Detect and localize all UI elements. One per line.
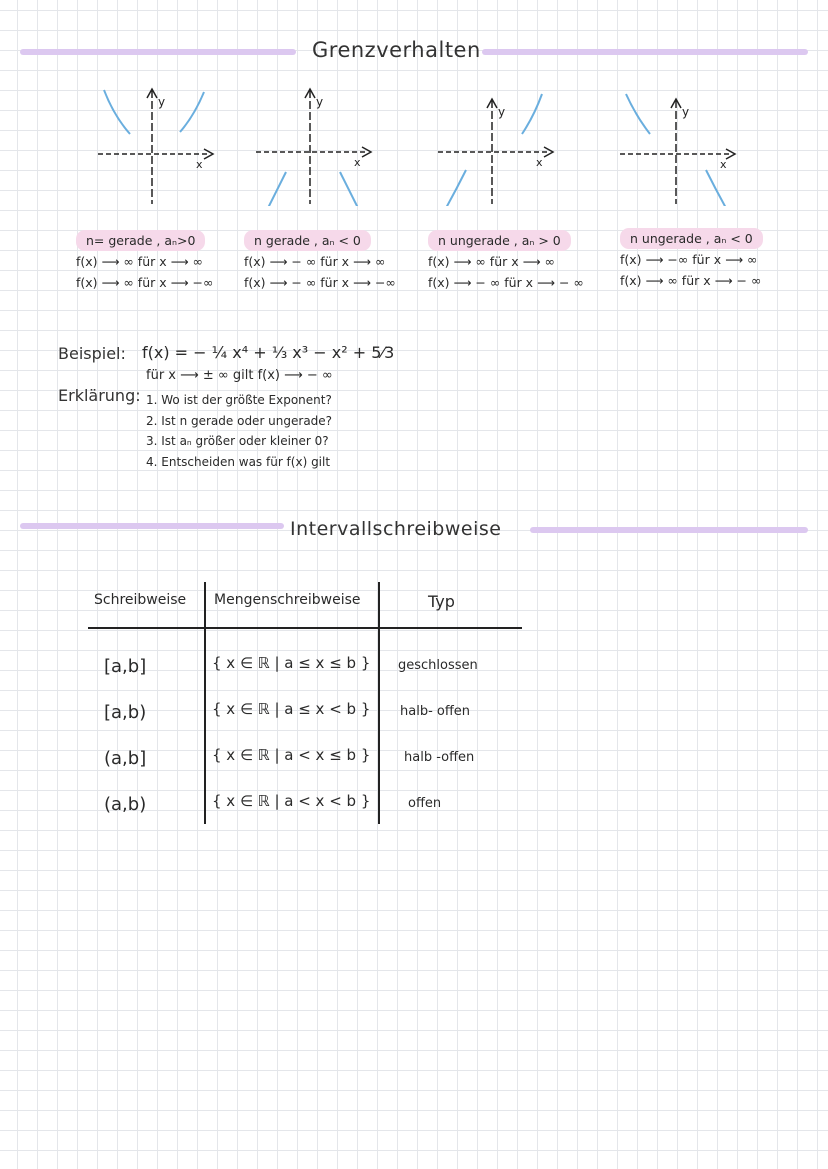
interval-type: halb -offen	[404, 750, 475, 765]
case-limit-minus: f(x) ⟶ ∞ für x ⟶ − ∞	[620, 273, 762, 288]
case-condition: n ungerade , aₙ > 0	[428, 230, 571, 251]
interval-type: geschlossen	[398, 658, 478, 673]
graph-odd-positive	[432, 86, 562, 206]
table-column-divider	[204, 582, 206, 824]
case-limit-minus: f(x) ⟶ − ∞ für x ⟶ −∞	[244, 275, 396, 290]
case-limit-minus: f(x) ⟶ ∞ für x ⟶ −∞	[76, 275, 214, 290]
case-odd-negative	[620, 228, 763, 291]
section-title-grenzverhalten: Grenzverhalten	[312, 38, 481, 62]
svg-text:y: y	[158, 95, 166, 109]
graph-odd-negative	[614, 86, 744, 206]
explanation-label: Erklärung:	[58, 386, 141, 405]
explanation-steps	[146, 390, 332, 472]
heading-bar-right	[482, 49, 808, 55]
case-even-positive	[76, 230, 213, 293]
interval-notation: (a,b]	[104, 748, 147, 769]
heading-bar-right	[530, 527, 808, 533]
set-notation: { x ∈ ℝ | a < x ≤ b }	[212, 746, 371, 764]
case-even-negative	[244, 230, 396, 293]
svg-text:x: x	[196, 158, 203, 171]
case-limit-plus: f(x) ⟶ −∞ für x ⟶ ∞	[620, 252, 758, 267]
graph-even-negative	[250, 86, 380, 206]
example-limit: für x ⟶ ± ∞ gilt f(x) ⟶ − ∞	[146, 368, 333, 383]
svg-text:x: x	[354, 156, 361, 169]
interval-type: offen	[408, 796, 442, 811]
step-item: 1. Wo ist der größte Exponent?	[146, 393, 332, 407]
interval-type: halb- offen	[400, 704, 471, 719]
svg-text:x: x	[536, 156, 543, 169]
case-limit-plus: f(x) ⟶ − ∞ für x ⟶ ∞	[244, 254, 386, 269]
example-label: Beispiel:	[58, 344, 126, 363]
svg-text:y: y	[316, 95, 324, 109]
example-formula: f(x) = − ¼ x⁴ + ⅓ x³ − x² + 5⁄3	[142, 343, 395, 362]
header-typ: Typ	[428, 592, 455, 611]
table-header-divider	[88, 627, 522, 629]
case-condition: n ungerade , aₙ < 0	[620, 228, 763, 249]
case-odd-positive	[428, 230, 584, 293]
set-notation: { x ∈ ℝ | a ≤ x < b }	[212, 700, 371, 718]
heading-bar-left	[20, 523, 284, 529]
header-mengenschreibweise: Mengenschreibweise	[214, 592, 361, 608]
case-limit-minus: f(x) ⟶ − ∞ für x ⟶ − ∞	[428, 275, 584, 290]
graph-even-positive	[92, 86, 222, 206]
case-limit-plus: f(x) ⟶ ∞ für x ⟶ ∞	[428, 254, 555, 269]
svg-text:x: x	[720, 158, 727, 171]
case-limit-plus: f(x) ⟶ ∞ für x ⟶ ∞	[76, 254, 203, 269]
set-notation: { x ∈ ℝ | a < x < b }	[212, 792, 371, 810]
case-condition: n gerade , aₙ < 0	[244, 230, 371, 251]
step-item: 4. Entscheiden was für f(x) gilt	[146, 454, 331, 469]
case-condition: n= gerade , aₙ>0	[76, 230, 205, 251]
heading-bar-left	[20, 49, 296, 55]
step-item: 2. Ist n gerade oder ungerade?	[146, 413, 333, 428]
header-schreibweise: Schreibweise	[94, 592, 187, 608]
step-item: 3. Ist aₙ größer oder kleiner 0?	[146, 434, 329, 448]
section-title-intervallschreibweise: Intervallschreibweise	[290, 518, 502, 540]
interval-notation: [a,b]	[104, 656, 147, 677]
svg-text:y: y	[498, 105, 506, 119]
interval-table	[88, 582, 522, 824]
set-notation: { x ∈ ℝ | a ≤ x ≤ b }	[212, 654, 371, 672]
interval-notation: (a,b)	[104, 794, 147, 815]
svg-text:y: y	[682, 105, 690, 119]
table-column-divider	[378, 582, 380, 824]
interval-notation: [a,b)	[104, 702, 147, 723]
